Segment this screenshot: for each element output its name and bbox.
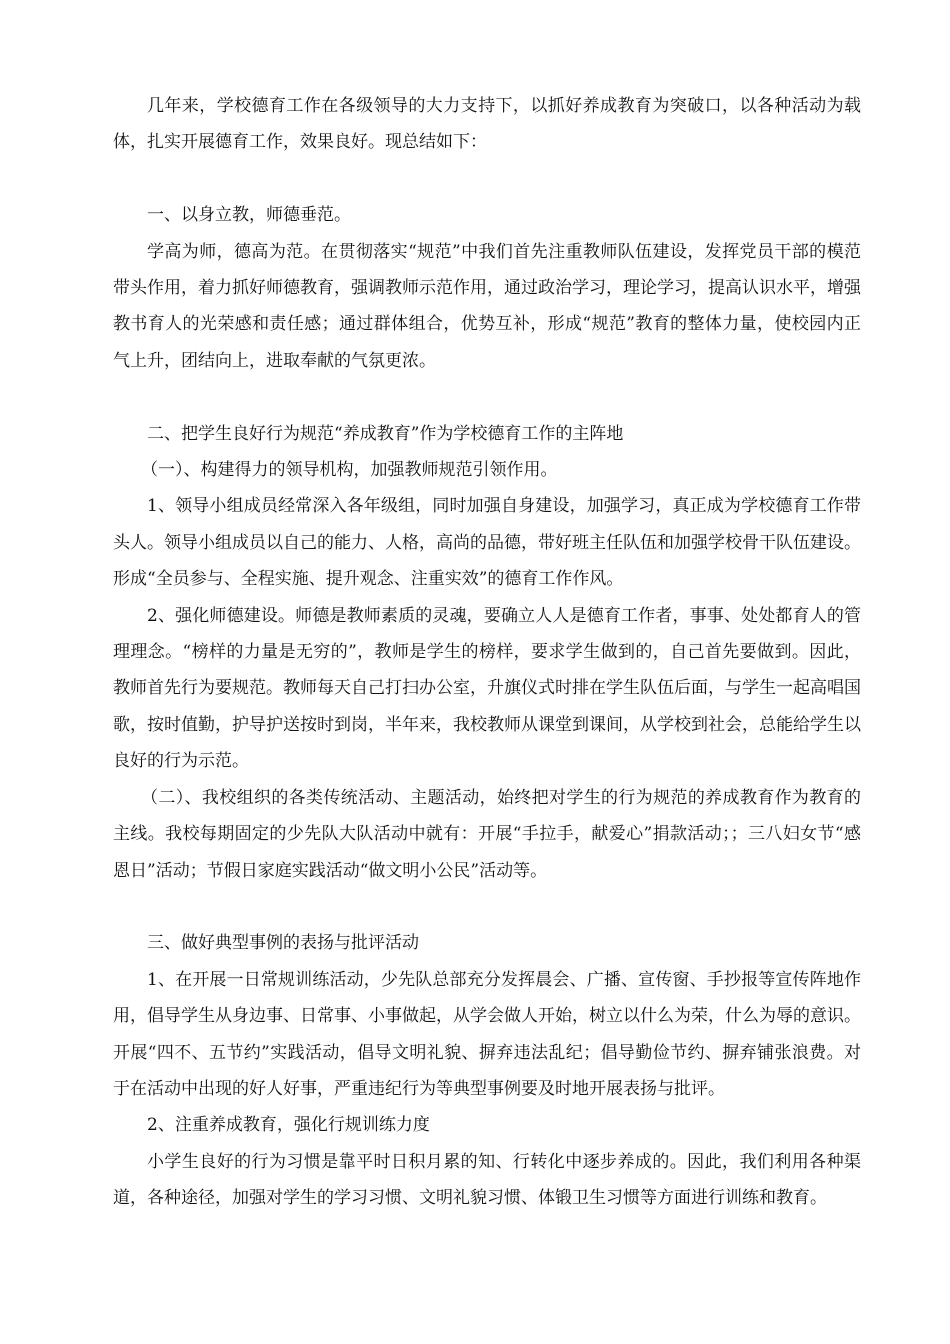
section2-item-2: 2、强化师德建设。师德是教师素质的灵魂，要确立人人是德育工作者，事事、处处都育人的管理理念。“榜样的力量是无穷的”，教师是学生的榜样，要求学生做到的，自己首先要做到。因此，教师首先行为要规范。教师每天自己打扫办公室，升旗仪式时排在学生队伍后面，与学生一起高唱国歌，按时值勤，护导护送按时到岗，半年来，我校教师从课堂到课间，从学校到社会，总能给学生以良好的行为示范。 (113, 605, 861, 772)
section1-heading: 一、以身立教，师德垂范。 (147, 205, 351, 226)
section2-heading: 二、把学生良好行为规范“养成教育”作为学校德育工作的主阵地 (147, 423, 624, 444)
spacer (113, 161, 861, 197)
spacer (113, 379, 861, 415)
section3-item-2-heading: 2、注重养成教育，强化行规训练力度 (147, 1115, 430, 1136)
section3-item-2-body: 小学生良好的行为习惯是靠平时日积月累的知、行转化中逐步养成的。因此，我们利用各种渠道，各种途径，加强对学生的学习习惯、文明礼貌习惯、体锻卫生习惯等方面进行训练和教育。 (113, 1151, 861, 1209)
section3-heading: 三、做好典型事例的表扬与批评活动 (147, 933, 419, 954)
section1-body: 学高为师，德高为范。在贯彻落实“规范”中我们首先注重教师队伍建设，发挥党员干部的模范带头作用，着力抓好师德教育，强调教师示范作用，通过政治学习，理论学习，提高认识水平，增强教书育人的光荣感和责任感；通过群体组合，优势互补，形成“规范”教育的整体力量，使校园内正气上升，团结向上，进取奉献的气氛更浓。 (113, 241, 861, 371)
section2-subheading-1: （一）、构建得力的领导机构，加强教师规范引领作用。 (141, 460, 558, 481)
section3-item-1: 1、在开展一日常规训练活动，少先队总部充分发挥晨会、广播、宣传窗、手抄报等宣传阵地作用，倡导学生从身边事、日常事、小事做起，从学会做人开始，树立以什么为荣，什么为辱的意识。开展“四不、五节约”实践活动，倡导文明礼貌、摒弃违法乱纪；倡导勤俭节约、摒弃铺张浪费。对于在活动中出现的好人好事，严重违纪行为等典型事例要及时地开展表扬与批评。 (113, 969, 861, 1099)
section2-item-1: 1、领导小组成员经常深入各年级组，同时加强自身建设，加强学习，真正成为学校德育工作带头人。领导小组成员以自己的能力、人格，高尚的品德，带好班主任队伍和加强学校骨干队伍建设。形成“全员参与、全程实施、提升观念、注重实效”的德育工作作风。 (113, 496, 861, 590)
spacer (113, 889, 861, 925)
intro-paragraph: 几年来，学校德育工作在各级领导的大力支持下，以抓好养成教育为突破口，以各种活动为载体，扎实开展德育工作，效果良好。现总结如下： (113, 96, 861, 153)
document-page (113, 88, 861, 1217)
section2-subheading-2: （二）、我校组织的各类传统活动、主题活动，始终把对学生的行为规范的养成教育作为教育的主线。我校每期固定的少先队大队活动中就有：开展“手拉手，献爱心”捐款活动；；三八妇女节“感恩日”活动；节假日家庭实践活动“做文明小公民”活动等。 (113, 787, 861, 881)
